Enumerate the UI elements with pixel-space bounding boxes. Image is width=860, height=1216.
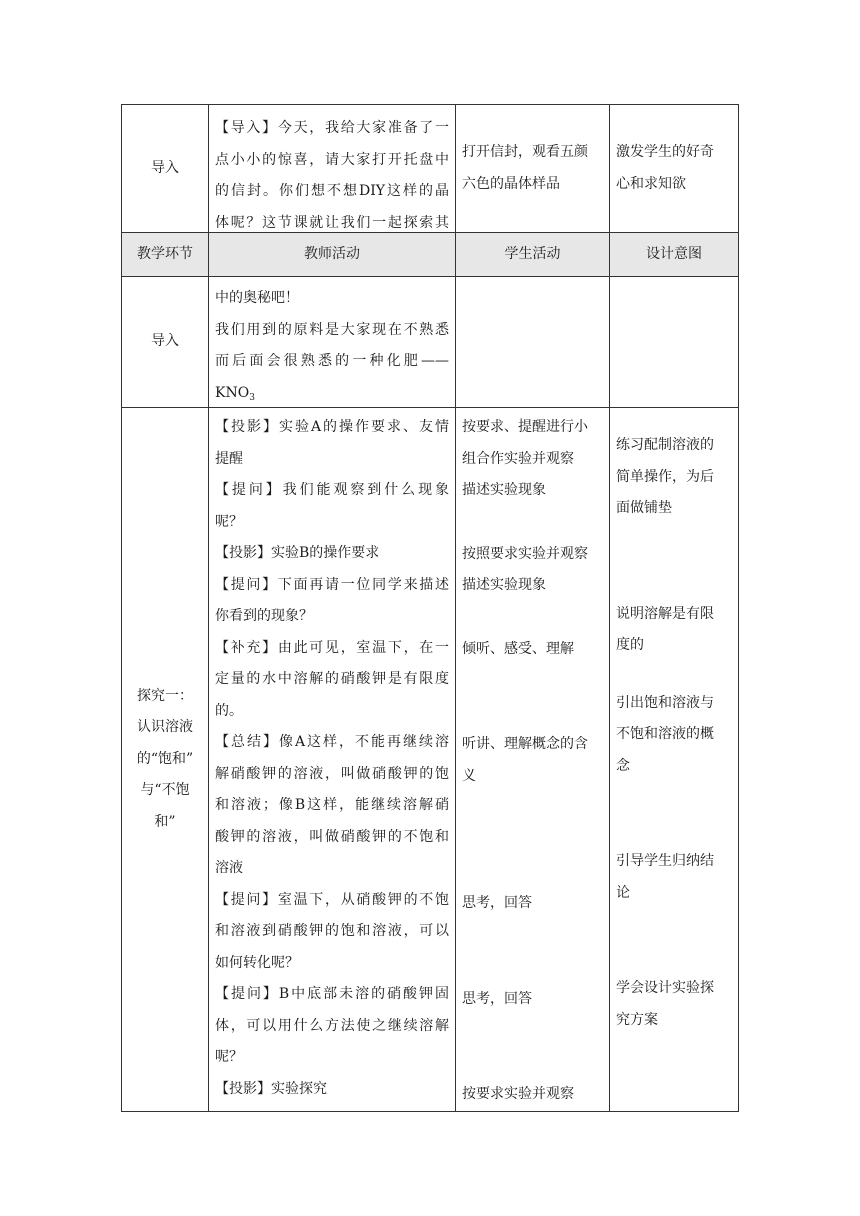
section-label-line: 认识溶液 [137,719,193,735]
intent-text-line: 不饱和溶液的概 [616,726,714,742]
intent-text-line: 究方案 [616,1011,658,1028]
teacher-text-line: 中的奥秘吧！ [215,290,299,306]
teacher-text-line: 和溶液到硝酸钾的饱和溶液，可以 [215,923,449,939]
intent-text-line: 度的 [616,637,644,653]
student-text-line: 义 [462,767,476,784]
intent-text-line: 引出饱和溶液与 [616,694,714,711]
teacher-text-line: 体，可以用什么方法使之继续溶解 [215,1017,449,1034]
teacher-text-line: 定量的水中溶解的硝酸钾是有限度 [215,671,449,687]
intent-text-line: 面做铺垫 [616,500,672,516]
table-row [122,105,739,233]
student-text-line: 听讲、理解概念的含 [462,736,588,752]
teacher-text-line: 体呢？这节课就让我们一起探索其 [215,214,449,231]
student-text-line: 打开信封，观看五颜 [462,144,588,160]
student-text-line: 思考，回答 [462,895,532,911]
intent-cell [610,105,739,233]
teacher-text-line: 【投影】实验探究 [215,1080,327,1097]
teacher-text-line: 呢？ [215,1049,243,1065]
teacher-text-line: 提醒 [215,450,243,467]
teacher-text-line: 【提问】下面再请一位同学来描述 [215,576,449,593]
teacher-text-line: 我们用到的原料是大家现在不熟悉 [215,321,449,338]
lesson-plan-table [121,104,739,1112]
section-label-line: 和” [154,813,176,830]
teacher-text-line: 你看到的现象？ [215,608,313,624]
teacher-text-line: 和溶液；像B这样，能继续溶解硝 [215,797,449,813]
header-intent: 设计意图 [610,233,739,277]
header-student: 学生活动 [456,233,610,277]
teacher-activity-cell [209,105,456,233]
section-cell [122,277,209,408]
intent-text-line: 说明溶解是有限 [616,605,714,622]
student-text-line: 倾听、感受、理解 [462,640,574,657]
teacher-text-line: 溶液 [215,860,243,876]
intent-cell [610,408,739,1112]
intent-text-line: 引导学生归纳结 [616,853,714,869]
teacher-text-line: 【提问】室温下，从硝酸钾的不饱 [215,891,449,908]
teacher-text-line: 点小小的惊喜，请大家打开托盘中 [215,151,449,168]
teacher-text-line: 如何转化呢？ [215,954,299,971]
intent-text-line: 念 [616,757,630,774]
formula-base: KNO [215,384,250,401]
intent-text-line: 心和求知欲 [616,175,686,192]
student-text-line: 按要求、提醒进行小 [462,419,588,435]
intent-text-line: 论 [616,884,630,901]
teacher-activity-cell [209,408,456,1112]
teacher-text-line: 的信封。你们想不想DIY这样的晶 [215,183,449,199]
teacher-text-line: 解硝酸钾的溶液，叫做硝酸钾的饱 [215,765,449,782]
teacher-text-line: 【导入】今天，我给大家准备了一 [215,120,449,136]
header-teacher: 教师活动 [209,233,456,277]
section-label: 导入 [151,333,179,350]
student-activity-cell [456,105,610,233]
student-text-line: 描述实验现象 [462,577,546,593]
student-text-line: 描述实验现象 [462,482,546,498]
teacher-text-line: 【投影】实验B的操作要求 [215,545,380,561]
intent-text-line: 练习配制溶液的 [616,437,714,453]
student-activity-cell [456,408,610,1112]
teacher-text-line: 【总结】像A这样，不能再继续溶 [215,734,449,750]
teacher-text-line: 【提问】我们能观察到什么现象 [215,482,449,498]
intent-text-line: 简单操作，为后 [616,468,714,485]
teacher-text-line: 【投影】实验A的操作要求、友情 [215,419,449,435]
teacher-text-line: 酸钾的溶液，叫做硝酸钾的不饱和 [215,828,449,845]
table-row [122,277,739,408]
teacher-text-line: 呢？ [215,513,243,530]
student-text-line: 思考，回答 [462,990,532,1007]
student-text-line: 组合作实验并观察 [462,450,574,467]
student-text-line: 按照要求实验并观察 [462,545,588,562]
teacher-text-line: 【提问】B中底部未溶的硝酸钾固 [215,986,449,1002]
table-row [122,408,739,1112]
teacher-text-line: 而后面会很熟悉的一种化肥—— [215,353,449,369]
section-cell [122,105,209,233]
header-section: 教学环节 [122,233,209,277]
section-cell [122,408,209,1112]
teacher-text-line: 【补充】由此可见，室温下，在一 [215,639,449,656]
teacher-text-line: 的。 [215,702,243,719]
section-label: 导入 [151,159,179,176]
formula-subscript: 3 [249,392,255,403]
intent-text-line: 学会设计实验探 [616,980,714,996]
formula [215,378,449,404]
section-label-line: 与“不饱 [140,782,190,798]
student-text-line: 六色的晶体样品 [462,175,560,192]
section-label-line: 的“饱和” [136,750,194,767]
section-label-line: 探究一： [137,687,193,704]
intent-cell [610,277,739,408]
teacher-activity-cell [209,277,456,408]
table-header-row [122,233,739,277]
intent-text-line: 激发学生的好奇 [616,144,714,160]
student-text-line: 按要求实验并观察 [462,1086,574,1102]
student-activity-cell [456,277,610,408]
